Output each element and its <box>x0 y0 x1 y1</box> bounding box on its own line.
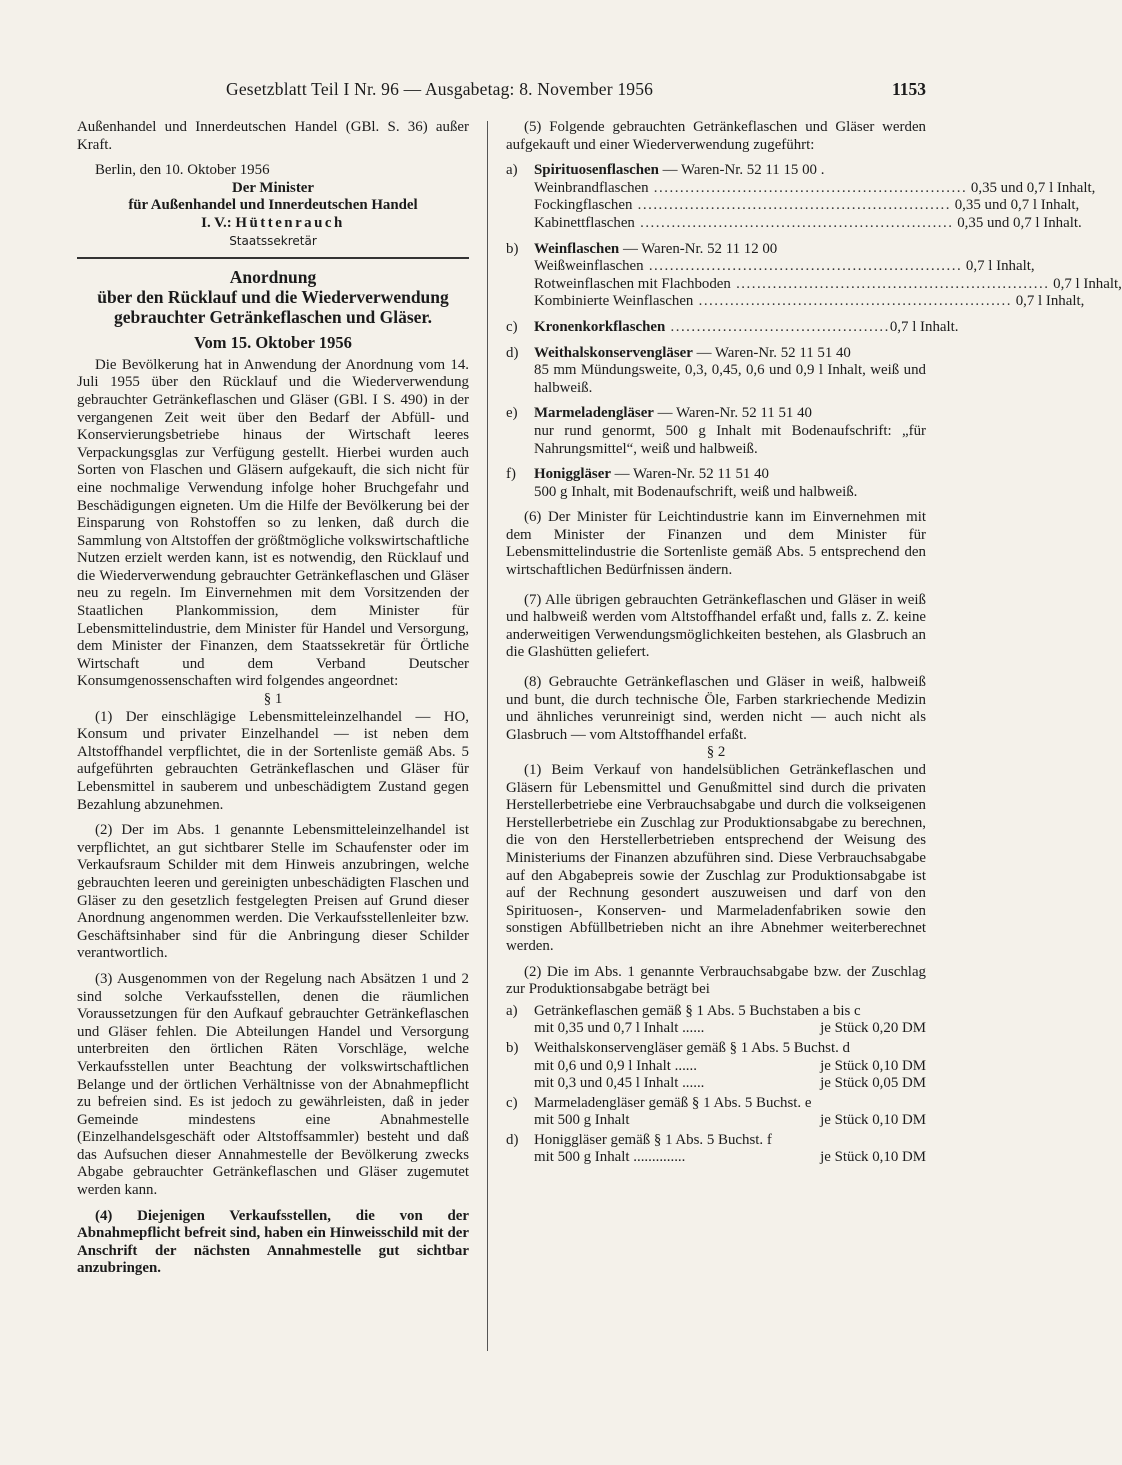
section-1-para-5: (5) Folgende gebrauchten Getränkeflaschen und Gläser werden aufgekauft und einer Wiederverwendung zugeführt: <box>506 119 926 153</box>
tariff-line-right: je Stück 0,10 DM <box>820 1112 926 1129</box>
item-e <box>506 405 926 458</box>
preamble: Die Bevölkerung hat in Anwendung der Anordnung vom 14. Juli 1955 über den Rücklauf und die Wiederverwendung gebrauchter Getränkeflaschen und Gläser (GBl. I S. 490) in der vergangenen Zeit weit über den Bedarf der Abfüll- und Konservierungsbetriebe hinaus der Wirtschaft leeres Verpackungsglas zur Verfügung gestellt. Hierbei wurden auch Sorten von Flaschen und Gläsern aufgekauft, die sich nicht für eine nochmalige Verwendung infolge hoher Bruchgefahr und Beschädigungen eigneten. Um die Hilfe der Bevölkerung bei der Einsparung von Rohstoffen so zu lenken, daß durch die Sammlung von Altstoffen der größtmögliche volkswirtschaftliche Nutzen erzielt werden kann, ist es notwendig, den Rücklauf und die Wiederverwendung gebrauchter Getränkeflaschen und Gläser neu zu regeln. Im Einvernehmen mit dem Vorsitzenden der Staatlichen Plankommission, dem Minister für Lebensmittelindustrie, dem Minister für Handel und Versorgung, dem Minister der Finanzen, dem Staatssekretär für Örtliche Wirtschaft und dem Verband Deutscher Konsumgenossenschaften wird folgendes angeordnet: <box>77 356 469 690</box>
item-b-row-name: Weißweinflaschen <box>534 258 644 275</box>
tariff-item <box>506 1040 926 1093</box>
tariff-line-right: je Stück 0,20 DM <box>820 1020 926 1037</box>
tariff-label: d) <box>506 1131 519 1148</box>
item-b-label: b) <box>506 240 519 257</box>
tariff-line-left: mit 0,6 und 0,9 l Inhalt ...... <box>534 1057 697 1074</box>
signature-prefix: I. V.: <box>201 214 232 231</box>
item-b-ware: — Waren-Nr. 52 11 12 00 <box>622 240 778 257</box>
item-e-name: Marmeladengläser <box>534 405 654 422</box>
tariff-head-text: Marmeladengläser gemäß § 1 Abs. 5 Buchst. e <box>534 1094 812 1111</box>
section-1-heading: § 1 <box>263 691 283 708</box>
item-b-row-name: Kombinierte Weinflaschen <box>534 293 694 310</box>
tariff-line-left: mit 500 g Inhalt .............. <box>534 1149 686 1166</box>
tariff-line <box>506 1020 926 1038</box>
item-d <box>506 345 926 398</box>
item-f-text: 500 g Inhalt, mit Bodenaufschrift, weiß und halbweiß. <box>534 483 858 500</box>
tariff-line-right: je Stück 0,05 DM <box>820 1075 926 1092</box>
place-date: Berlin, den 10. Oktober 1956 <box>95 162 270 179</box>
tariff-item <box>506 1132 926 1167</box>
item-f-name: Honiggläser <box>534 466 611 483</box>
section-1-para-4: (4) Diejenigen Verkaufsstellen, die von der Abnahmepflicht befreit sind, haben ein Hinweisschild mit der Anschrift der nächsten Annahmestelle gut sichtbar anzubringen. <box>77 1207 469 1277</box>
item-c-value: 0,7 l Inhalt. <box>889 318 959 335</box>
item-c-label: c) <box>506 318 518 335</box>
leader-dots: ............................................................ <box>632 197 952 214</box>
tariff-item <box>506 1095 926 1130</box>
section-rule <box>77 257 469 259</box>
signature-ministry: für Außenhandel und Innerdeutschen Handel <box>128 197 418 214</box>
decree-subtitle-2: gebrauchter Getränkeflaschen und Gläser. <box>114 307 432 328</box>
tariff-head-text: Getränkeflaschen gemäß § 1 Abs. 5 Buchstaben a bis c <box>534 1002 861 1019</box>
section-1-para-2: (2) Der im Abs. 1 genannte Lebensmitteleinzelhandel ist verpflichtet, an gut sichtbarer Stelle im Schaufenster oder im Verkaufsraum Schilder mit dem Hinweis anzubringen, welche gebrauchten leeren und gereinigten unbeschädigten Flaschen und Gläser zu den gesetzlich festgelegten Preisen auf Grund dieser Anordnung angenommen werden. Die Verkaufsstellenleiter bzw. Geschäftsinhaber sind für die Anbringung dieser Schilder verantwortlich. <box>77 822 469 962</box>
decree-title: Anordnung <box>229 267 317 288</box>
page-number: 1153 <box>891 79 926 99</box>
item-a-row-name: Fockingflaschen <box>534 197 633 214</box>
item-a-row-value: 0,35 und 0,7 l Inhalt. <box>953 214 1082 231</box>
item-d-name: Weithalskonservengläser <box>534 344 693 361</box>
item-e-label: e) <box>506 405 518 422</box>
item-a-row-value: 0,35 und 0,7 l Inhalt, <box>951 197 1080 214</box>
item-d-text: 85 mm Mündungsweite, 0,3, 0,45, 0,6 und 0,9 l Inhalt, weiß und halbweiß. <box>534 362 926 396</box>
tariff-line <box>506 1112 926 1130</box>
item-e-text: nur rund genormt, 500 g Inhalt mit Bodenaufschrift: „für Nahrungsmittel“, weiß und halbweiß. <box>534 422 926 457</box>
section-2-para-2: (2) Die im Abs. 1 genannte Verbrauchsabgabe bzw. der Zuschlag zur Produktionsabgabe beträgt bei <box>506 963 926 998</box>
tariff-head <box>506 1095 926 1113</box>
item-a-row <box>506 179 1096 198</box>
header-title: Gesetzblatt Teil I Nr. 96 — Ausgabetag: 8. November 1956 <box>226 79 654 99</box>
section-1-para-6: (6) Der Minister für Leichtindustrie kann im Einvernehmen mit dem Minister der Finanzen und dem Minister für Lebensmittelindustrie die Sortenliste gemäß Abs. 5 entsprechend den wirtschaftlichen Bedürfnissen ändern. <box>506 509 926 579</box>
signature-title: Der Minister <box>231 179 314 196</box>
signature-person: Hüttenrauch <box>235 214 345 231</box>
tariff-line <box>506 1149 926 1167</box>
item-d-ware: — Waren-Nr. 52 11 51 40 <box>696 344 851 361</box>
tariff-head <box>506 1040 926 1058</box>
tariff-list <box>506 1003 926 1167</box>
continued-text: Außenhandel und Innerdeutschen Handel (GBl. S. 36) außer Kraft. <box>77 119 469 153</box>
tariff-line-right: je Stück 0,10 DM <box>820 1057 926 1074</box>
tariff-line-left: mit 500 g Inhalt <box>534 1112 630 1129</box>
decree-subtitle-1: über den Rücklauf und die Wiederverwendung <box>97 287 449 308</box>
item-b-row <box>506 275 1122 294</box>
item-f-ware: — Waren-Nr. 52 11 51 40 <box>614 466 769 483</box>
tariff-item <box>506 1003 926 1038</box>
tariff-head <box>506 1003 926 1021</box>
item-b <box>506 240 1122 311</box>
item-b-row <box>506 258 1035 276</box>
item-b-row-name: Rotweinflaschen mit Flachboden <box>534 275 731 292</box>
item-b-row-value: 0,7 l Inhalt, <box>1011 293 1085 310</box>
tariff-label: b) <box>506 1039 519 1056</box>
item-a-row-value: 0,35 und 0,7 l Inhalt, <box>967 179 1096 196</box>
item-f <box>506 466 926 501</box>
signature-role: Staatssekretär <box>229 233 317 248</box>
leader-dots: ............................................................ <box>730 275 1050 292</box>
tariff-line <box>506 1058 926 1076</box>
item-a-rows <box>506 179 1096 233</box>
item-b-row <box>506 293 1085 311</box>
section-1-para-8: (8) Gebrauchte Getränkeflaschen und Gläser in weiß, halbweiß und bunt, die durch technische Öle, Farben starkriechende Medizin und ähnliches verunreinigt sind, werden nicht — auch nicht als Glasbruch — vom Altstoffhandel erfaßt. <box>506 674 926 743</box>
leader-dots: ............................................................ <box>648 179 968 196</box>
item-f-label: f) <box>506 466 516 483</box>
item-a-label: a) <box>506 162 518 179</box>
item-b-name: Weinflaschen <box>534 240 620 257</box>
tariff-line-left: mit 0,35 und 0,7 l Inhalt ...... <box>534 1020 705 1037</box>
item-c-name: Kronenkorkflaschen <box>534 318 666 335</box>
item-b-row-value: 0,7 l Inhalt, <box>962 258 1035 275</box>
section-2-heading: § 2 <box>706 744 726 761</box>
item-a-row-name: Weinbrandflaschen <box>534 179 649 196</box>
left-column <box>77 119 469 1278</box>
tariff-head <box>506 1132 926 1150</box>
section-2-para-1: (1) Beim Verkauf von handelsüblichen Getränkeflaschen und Gläsern für Lebensmittel und Genußmittel sind durch die privaten Herstellerbetriebe eine Verbrauchsabgabe und durch die volkseigenen Herstellerbetriebe ein Zuschlag zur Produktionsabgabe zu berechnen, die von den Herstellerbetrieben entsprechend der Weisung des Ministeriums der Finanzen abzuführen sind. Diese Verbrauchsabgabe auf den Abgabepreis sowie der Zuschlag zur Produktionsabgabe ist auf der Rechnung gesondert auszuweisen und darf von den Spirituosen-, Konserven- und Marmeladenfabriken sowie den sonstigen Abfüllbetrieben nicht an ihre Abnehmer weiterberechnet werden. <box>506 762 926 954</box>
tariff-label: c) <box>506 1094 518 1111</box>
tariff-line-left: mit 0,3 und 0,45 l Inhalt ...... <box>534 1075 705 1092</box>
tariff-label: a) <box>506 1002 518 1019</box>
section-1-para-1: (1) Der einschlägige Lebensmitteleinzelhandel — HO, Konsum und privater Einzelhandel — ist neben dem Altstoffhandel verpflichtet, die in der Sortenliste gemäß Abs. 5 aufgeführten gebrauchten Getränkeflaschen und Gläser für Lebensmittel in sauberem und unbeschädigtem Zustand gegen Bezahlung abzunehmen. <box>77 708 469 813</box>
tariff-line <box>506 1075 926 1093</box>
item-a-ware: — Waren-Nr. 52 11 15 00 . <box>662 162 825 179</box>
item-a-row-name: Kabinettflaschen <box>534 214 635 231</box>
item-b-rows <box>506 258 1122 311</box>
leader-dots: ............................................................ <box>643 258 963 275</box>
item-c: c) Kronenkorkflaschen .......................................... 0,7 l Inhalt. <box>506 318 959 335</box>
item-b-row-value: 0,7 l Inhalt, <box>1049 275 1122 292</box>
tariff-head-text: Weithalskonservengläser gemäß § 1 Abs. 5 Buchst. d <box>534 1039 850 1056</box>
section-1-para-3: (3) Ausgenommen von der Regelung nach Absätzen 1 und 2 sind solche Verkaufsstellen, denen die räumlichen Voraussetzungen für den Aufkauf gebrauchter Getränkeflaschen und Gläser fehlen. Die Abteilungen Handel und Versorgung unterbreiten den örtlichen Räten Vorschläge, welche Verkaufsstellen unter Beachtung der volkswirtschaftlichen Belange und der örtlichen Verhältnisse von der Abnahmepflicht zu befreien sind. Es ist jedoch zu gewährleisten, daß in jeder Gemeinde mindestens eine Abnahmestelle (Einzelhandelsgeschäft oder Altstoffsammler) besteht und daß das Aufsuchen dieser Annahmestelle der Bevölkerung zwecks Abgabe gebrauchter Getränkeflaschen und Gläser zugemutet werden kann. <box>77 970 469 1199</box>
item-e-ware: — Waren-Nr. 52 11 51 40 <box>657 405 812 422</box>
leader-dots: ............................................................ <box>693 293 1012 310</box>
item-a <box>506 162 1096 232</box>
tariff-line-right: je Stück 0,10 DM <box>820 1149 926 1166</box>
decree-date: Vom 15. Oktober 1956 <box>194 333 352 353</box>
leader-dots: ............................................................ <box>634 214 954 231</box>
page-header <box>226 79 926 103</box>
column-divider <box>487 121 488 1351</box>
item-a-name: Spirituosenflaschen <box>534 162 659 179</box>
right-column <box>506 119 1122 1167</box>
item-a-row <box>506 197 1080 215</box>
tariff-head-text: Honiggläser gemäß § 1 Abs. 5 Buchst. f <box>534 1131 772 1148</box>
section-1-para-7: (7) Alle übrigen gebrauchten Getränkeflaschen und Gläser in weiß und halbweiß werden vom Altstoffhandel erfaßt und, falls z. Z. keine anderweitigen Verwendungsmöglichkeiten bestehen, als Glasbruch an die Glashütten geliefert. <box>506 591 926 661</box>
item-a-row <box>506 214 1082 233</box>
signature-name <box>77 215 469 233</box>
item-d-label: d) <box>506 344 519 361</box>
